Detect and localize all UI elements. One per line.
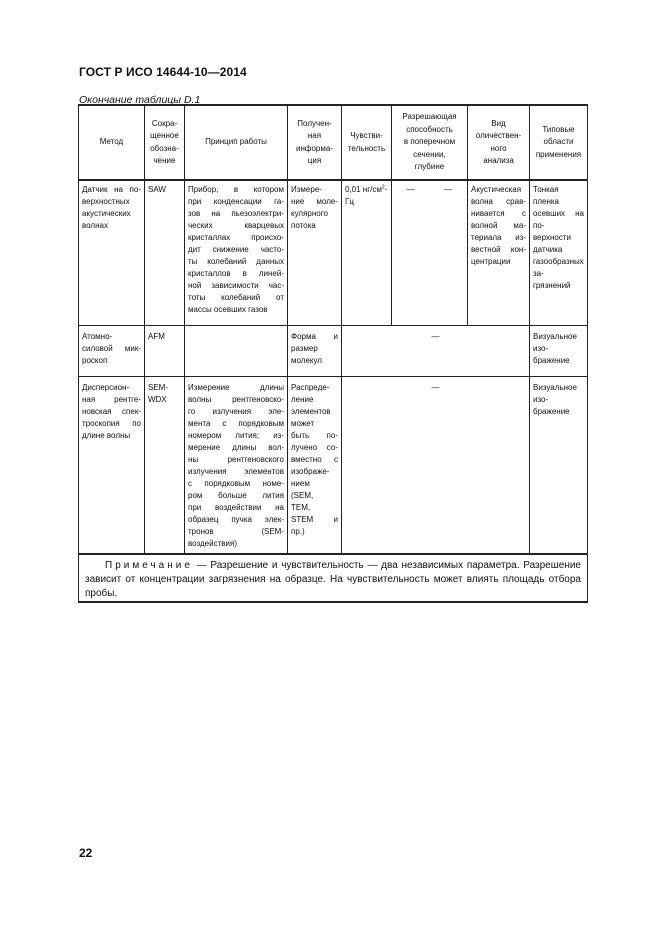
- sensitivity-exponent: 2: [381, 184, 385, 191]
- cell-application: [530, 180, 588, 326]
- column-header-line: ного: [490, 143, 507, 153]
- cell-text-line: потока: [291, 221, 316, 230]
- cell-text-line: бражение: [533, 407, 570, 416]
- table-row: [79, 326, 588, 377]
- column-header-line: оличествен-: [475, 131, 522, 140]
- cell-text-line: силовой мик-: [82, 344, 141, 353]
- note-label: Примечание: [105, 560, 193, 571]
- cell-method: [79, 180, 145, 326]
- cell-text-line: TEM,: [291, 503, 311, 512]
- cell-text-line: WDX: [148, 395, 167, 404]
- cell-application: [530, 377, 588, 555]
- cell-text-line: STEM и: [291, 515, 338, 524]
- column-header-line: Чувстви-: [350, 131, 383, 140]
- column-header-line: области: [543, 137, 574, 147]
- cell-merged-dash: —: [342, 326, 530, 377]
- column-header-line: Типовые: [542, 124, 575, 134]
- cell-text-line: кристаллах происхо-: [188, 233, 284, 242]
- cell-text-line: мента с порядковым: [188, 419, 284, 428]
- cell-text-line: при конденсации га-: [188, 197, 284, 206]
- cell-text-line: нивается с: [471, 209, 526, 218]
- column-header-line: чение: [153, 156, 176, 165]
- cell-text-line: ны рентгеновского: [188, 455, 284, 464]
- cell-text-line: ты колебаний данных: [188, 257, 284, 266]
- page-number: 22: [79, 846, 93, 860]
- cell-text-line: AFM: [148, 332, 165, 341]
- cell-principle: [185, 180, 288, 326]
- cell-text-line: ной зависимости час-: [188, 281, 284, 290]
- table-note-row: [79, 554, 588, 602]
- cell-text-line: кулярного: [291, 209, 328, 218]
- table-caption: Окончание таблицы D.1: [79, 94, 201, 106]
- cell-principle: [185, 377, 288, 555]
- cell-text-line: массы осевших газов: [188, 305, 268, 314]
- column-header-line: применения: [535, 149, 582, 159]
- cell-text-line: Визуальное изо-: [533, 332, 577, 353]
- cell-abbreviation: [145, 377, 185, 555]
- column-header-line: Метод: [99, 137, 124, 147]
- cell-text-line: лучено со-: [291, 443, 338, 452]
- cell-method: [79, 326, 145, 377]
- column-header-principle: [185, 105, 288, 180]
- cell-text-line: номером лития; из-: [188, 431, 284, 440]
- cell-text-line: SAW: [148, 185, 166, 194]
- cell-text-line: троскопия по: [82, 419, 141, 428]
- cell-analysis: [468, 180, 530, 326]
- cell-method: [79, 377, 145, 555]
- cell-text-line: дит снижение часто-: [188, 245, 284, 254]
- methods-table: [78, 104, 587, 603]
- column-header-line: способность: [406, 124, 453, 134]
- cell-text-line: вестной кон-: [471, 245, 526, 254]
- cell-text-line: Визуальное изо-: [533, 383, 577, 404]
- cell-text-line: зов на пьезоэлектри-: [188, 209, 284, 218]
- cell-text-line: при воздействии на: [188, 503, 284, 512]
- cell-text-line: с порядковым номе-: [188, 479, 284, 488]
- column-header-resolution: [392, 105, 468, 180]
- cell-abbreviation: [145, 326, 185, 377]
- cell-text-line: SEM-: [148, 383, 168, 392]
- cell-text-line: размер: [291, 344, 318, 353]
- cell-text-line: (SEM,: [291, 491, 314, 500]
- column-header-line: щенное: [150, 131, 179, 140]
- column-header-line: в поперечном: [403, 137, 456, 147]
- column-header-line: тельность: [347, 143, 386, 153]
- cell-text-line: газообразных за-: [533, 257, 584, 278]
- cell-text-line: Форма и: [291, 332, 338, 341]
- cell-text-line: ная рентге-: [82, 395, 141, 404]
- cell-text-line: тоты колебаний от: [188, 293, 284, 302]
- cell-text-line: роскоп: [82, 356, 108, 365]
- column-header-line: ция: [307, 156, 322, 165]
- cell-text-line: ром больше лития: [188, 491, 284, 500]
- cell-text-line: быть по-: [291, 431, 338, 440]
- cell-text-line: воздействия): [188, 539, 237, 548]
- cell-text-line: новская спек-: [82, 407, 141, 416]
- cell-text-line: териала из-: [471, 233, 526, 242]
- cell-text-line: волнах: [82, 221, 108, 230]
- cell-text-line: волна срав-: [471, 197, 526, 206]
- column-header-line: Сокра-: [151, 118, 178, 128]
- cell-text-line: образец пучка элек-: [188, 515, 284, 524]
- cell-text-line: Прибор, в котором: [188, 185, 284, 194]
- table-header-row: [79, 105, 588, 180]
- cell-text-line: ние моле-: [291, 197, 338, 206]
- table-row: [79, 180, 588, 326]
- cell-text-line: пр.): [291, 527, 305, 536]
- cell-abbreviation: [145, 180, 185, 326]
- sensitivity-unit: Гц: [345, 197, 354, 206]
- column-header-application: [530, 105, 588, 180]
- column-header-line: информа-: [296, 143, 333, 153]
- cell-text-line: грязнений: [533, 281, 571, 290]
- column-header-sensitivity: [342, 105, 392, 180]
- column-header-line: глубине: [414, 162, 445, 172]
- cell-text-line: вместно с: [291, 455, 338, 464]
- table-note: [79, 554, 588, 602]
- cell-merged-dash: —: [342, 377, 530, 555]
- column-header-line: анализа: [483, 156, 514, 165]
- cell-resolution: [392, 180, 468, 326]
- cell-text-line: центрации: [471, 257, 511, 266]
- cell-text-line: ление: [291, 395, 314, 404]
- sensitivity-dot: ·: [384, 185, 388, 194]
- cell-text-line: Атомно-: [82, 332, 113, 341]
- cell-text-line: волны рентгеновско-: [188, 395, 284, 404]
- cell-sensitivity: [342, 180, 392, 326]
- cell-information: [288, 326, 342, 377]
- cell-text-line: тронов (SEM-: [188, 527, 284, 536]
- cell-text-line: длине волны: [82, 431, 131, 440]
- note-text: — Разрешение и чувствительность — два независимых параметра. Разрешение зависит от концентрации загрязнения на образце. На чувствительность может влиять площадь отбора пробы.: [85, 560, 581, 599]
- column-header-line: ная: [307, 131, 322, 140]
- document-header-title: ГОСТ Р ИСО 14644-10—2014: [79, 65, 247, 79]
- cell-text-line: бражение: [533, 356, 570, 365]
- cell-text-line: Тонкая пленка: [533, 185, 559, 206]
- column-header-line: Вид: [491, 118, 506, 128]
- cell-text-line: волной ма-: [471, 221, 526, 230]
- cell-text-line: изображе-: [291, 467, 330, 476]
- cell-text-line: кристаллов в линей-: [188, 269, 284, 278]
- resolution-depth: —: [444, 185, 453, 194]
- cell-principle: [185, 326, 288, 377]
- cell-text-line: Измере-: [291, 185, 322, 194]
- cell-text-line: молекул: [291, 356, 322, 365]
- column-header-analysis: [468, 105, 530, 180]
- cell-text-line: Датчик на по-: [82, 185, 141, 194]
- column-header-abbreviation: [145, 105, 185, 180]
- column-header-method: [79, 105, 145, 180]
- column-header-information: [288, 105, 342, 180]
- cell-text-line: Измерение длины: [188, 383, 284, 392]
- cell-text-line: осевших на по-: [533, 209, 584, 230]
- cell-text-line: Распреде-: [291, 383, 330, 392]
- cell-text-line: верхностных: [82, 197, 130, 206]
- column-header-line: обозна-: [150, 143, 179, 153]
- column-header-line: Принцип работы: [205, 137, 267, 147]
- cell-text-line: может: [291, 419, 315, 428]
- cell-text-line: мерение длины вол-: [188, 443, 284, 452]
- sensitivity-value: 0,01 нг/см: [345, 185, 382, 194]
- cell-application: [530, 326, 588, 377]
- column-header-line: Разрешающая: [402, 112, 457, 122]
- cell-text-line: излучения элементов: [188, 467, 284, 476]
- cell-information: [288, 377, 342, 555]
- cell-text-line: элементов: [291, 407, 331, 416]
- cell-text-line: ческих кварцевых: [188, 221, 284, 230]
- cell-text-line: Акустическая: [471, 185, 522, 194]
- cell-text-line: Дисперсион-: [82, 383, 130, 392]
- table-row: [79, 377, 588, 555]
- column-header-line: сечении,: [413, 149, 446, 159]
- cell-text-line: го излучения эле-: [188, 407, 284, 416]
- column-header-line: Получен-: [297, 118, 332, 128]
- cell-text-line: нием: [291, 479, 310, 488]
- cell-text-line: акустических: [82, 209, 131, 218]
- cell-text-line: верхности датчика: [533, 233, 571, 254]
- resolution-cross-section: —: [406, 185, 415, 194]
- cell-information: [288, 180, 342, 326]
